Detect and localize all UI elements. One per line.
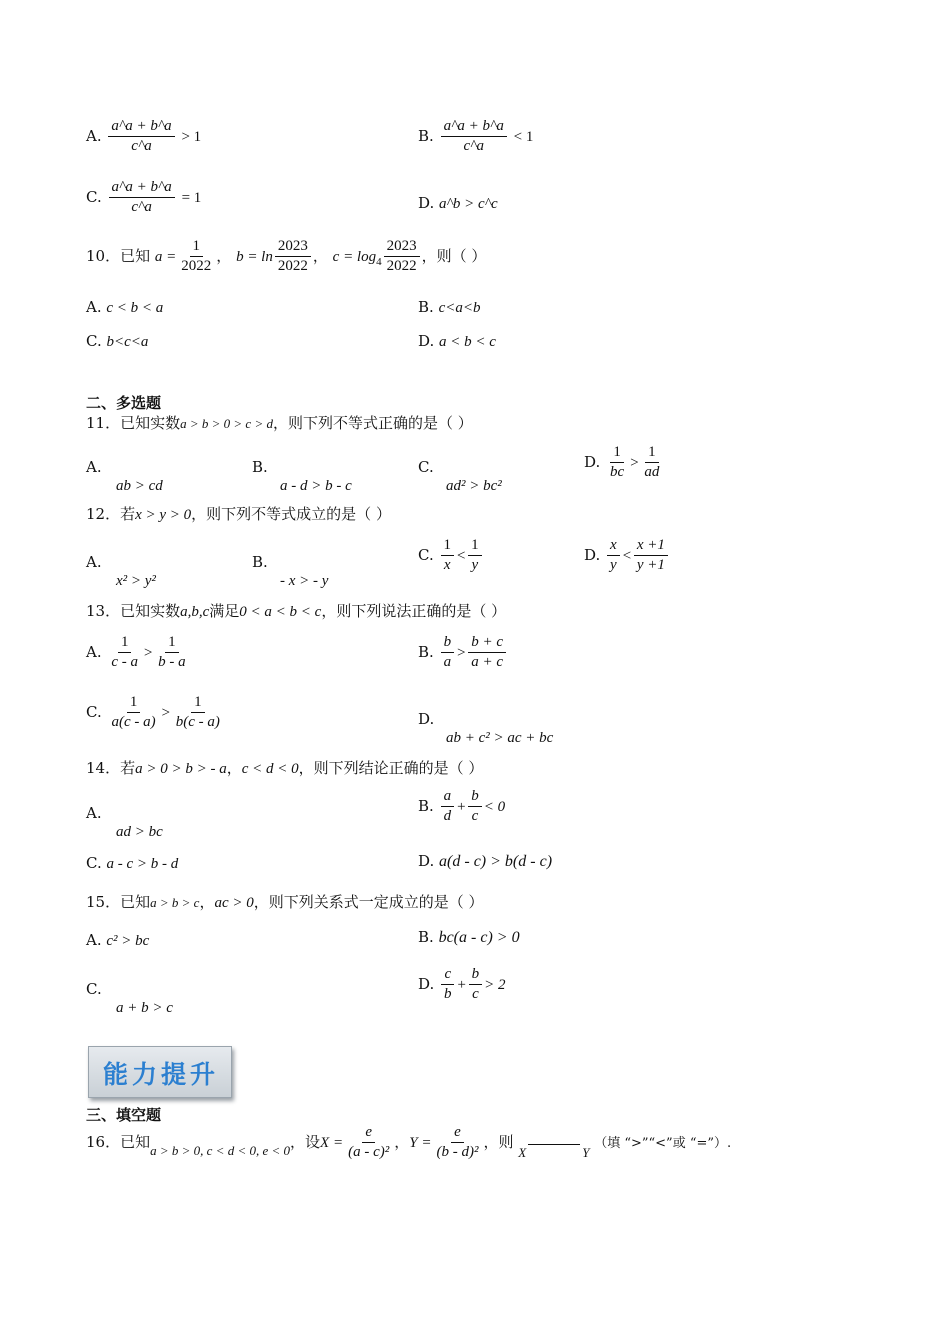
q14-option-c: C. a - c > b - d [86, 854, 179, 872]
q9-option-a: A. $\frac{a\^{}a + b\^{}a}{c\^{}a}$ > 1 [86, 118, 202, 155]
option-label: C. [86, 187, 102, 206]
q12-option-a: A. x² > y² [86, 553, 156, 589]
fraction: $\frac{1}{ad}$ [644, 444, 660, 481]
fraction: $\frac{x +1}{y +1}$ [634, 537, 668, 575]
q14-option-d: D. a(d - c) > b(d - c) [418, 852, 553, 870]
fraction: $\frac{x}{y}$ [607, 537, 620, 575]
option-label: D. [418, 194, 435, 212]
q13-option-a: A. $\frac{1}{c - a}$ > $\frac{1}{b - a}$ [86, 634, 191, 672]
question-13: 13．已知实数a,b,c满足0 < a < b < c，则下列说法正确的是（ ） [86, 602, 507, 620]
answer-blank[interactable] [528, 1144, 580, 1145]
question-10: 10．已知 a = $\frac{1}{2022}$ ， b = ln $\frac{2023}{2022}$ ， $c = \log_4$ $\frac{2023}{2022}$ ，则（ ） [86, 238, 487, 275]
q14-option-a: A. ad > bc [86, 804, 163, 840]
q11-option-b: B. a - d > b - c [252, 458, 352, 494]
q13-option-c: C. $\frac{1}{a(c - a)}$ > $\frac{1}{b(c - a)}$ [86, 694, 225, 732]
fraction: $\frac{1}{bc}$ [610, 444, 625, 481]
q12-option-b: B. - x > - y [252, 553, 329, 589]
fraction: $\frac{c}{b}$ [441, 966, 455, 1004]
q15-option-d: D. $\frac{c}{b}$ + $\frac{b}{c}$ > 2 [418, 966, 506, 1003]
fraction: $\frac{e}{\text{(b - d)²}}$ [436, 1124, 479, 1161]
q10-option-c: C. b<c<a [86, 332, 149, 350]
question-15: 15．已知a > b > c，ac > 0，则下列关系式一定成立的是（ ） [86, 893, 484, 911]
option-label: A. [86, 126, 102, 145]
q11-option-d: D. $\frac{1}{bc}$ > $\frac{1}{ad}$ [584, 444, 664, 482]
fraction: $\frac{a\^{}a + b\^{}a}{c\^{}a}$ [441, 118, 507, 156]
q10-option-d: D. a < b < c [418, 332, 496, 350]
q15-option-c: C. a + b > c [86, 980, 173, 1016]
ability-boost-banner: 能力提升 [88, 1046, 232, 1098]
fraction: $\frac{b + c}{a + c}$ [468, 634, 506, 672]
q11-option-a: A. ab > cd [86, 458, 163, 494]
q9-option-b: B. $\frac{a\^{}a + b\^{}a}{c\^{}a}$ < 1 [418, 118, 534, 155]
q15-option-b: B. bc(a - c) > 0 [418, 928, 520, 946]
fraction: $\frac{1}{b(c - a)}$ [175, 694, 220, 731]
fraction: $\frac{1}{x}$ [441, 537, 455, 575]
q12-option-d: D. $\frac{x}{y}$ < $\frac{x +1}{y +1}$ [584, 537, 670, 575]
fraction: $\frac{b}{c}$ [469, 966, 483, 1004]
question-12: 12．若x > y > 0，则下列不等式成立的是（ ） [86, 505, 391, 523]
q13-option-d: D. ab + c² > ac + bc [418, 710, 554, 746]
section-heading-fill-in: 三、填空题 [86, 1106, 162, 1124]
q9-option-d: D. a^b > c^c [418, 194, 498, 212]
fraction: $\frac{a}{d}$ [441, 788, 455, 826]
fraction: $\frac{1}{c - a}$ [111, 634, 139, 671]
fraction: $\frac{a\^{}a + b\^{}a}{c\^{}a}$ [108, 118, 174, 156]
question-14: 14．若a > 0 > b > - a，c < d < 0，则下列结论正确的是（ ） [86, 759, 484, 777]
question-number: 10． [86, 246, 121, 265]
q10-option-a: A. c < b < a [86, 298, 164, 316]
question-11: 11．已知实数a > b > 0 > c > d，则下列不等式正确的是（ ） [86, 414, 473, 432]
q12-option-c: C. $\frac{1}{x}$ < $\frac{1}{y}$ [418, 537, 484, 575]
question-16: 16．已知a > b > 0, c < d < 0, e < 0，设X = $\frac{e}{\text{(a - c)²}}$ ，Y = $\frac{e}{\text{(b - d)²}}$ ，则 X Y （填 “>”“<”或 “=”）. [86, 1124, 732, 1161]
q10-option-b: B. c<a<b [418, 298, 481, 316]
fraction: $\frac{e}{\text{(a - c)²}}$ [348, 1124, 390, 1161]
fraction: $\frac{b}{c}$ [468, 788, 482, 826]
fraction: $\frac{b}{a}$ [441, 634, 455, 672]
fraction: $\frac{a\^{}a + b\^{}a}{c\^{}a}$ [109, 179, 175, 217]
q15-option-a: A. c² > bc [86, 931, 150, 949]
option-label: B. [418, 126, 434, 145]
q14-option-b: B. $\frac{a}{d}$ + $\frac{b}{c}$ < 0 [418, 788, 506, 825]
fraction: $\frac{1}{b - a}$ [158, 634, 186, 671]
fraction: $\frac{2023}{2022}$ [384, 238, 420, 276]
q11-option-c: C. ad² > bc² [418, 458, 502, 494]
fraction: $\frac{1}{a(c - a)}$ [111, 694, 156, 731]
q13-option-b: B. $\frac{b}{a}$ > $\frac{b + c}{a + c}$ [418, 634, 508, 672]
q9-option-c: C. $\frac{a\^{}a + b\^{}a}{c\^{}a}$ = 1 [86, 179, 202, 216]
fraction: $\frac{1}{2022}$ [181, 238, 212, 275]
section-heading-multiple-choice: 二、多选题 [86, 394, 162, 412]
fraction: $\frac{1}{y}$ [468, 537, 482, 575]
fraction: $\frac{2023}{2022}$ [275, 238, 311, 276]
